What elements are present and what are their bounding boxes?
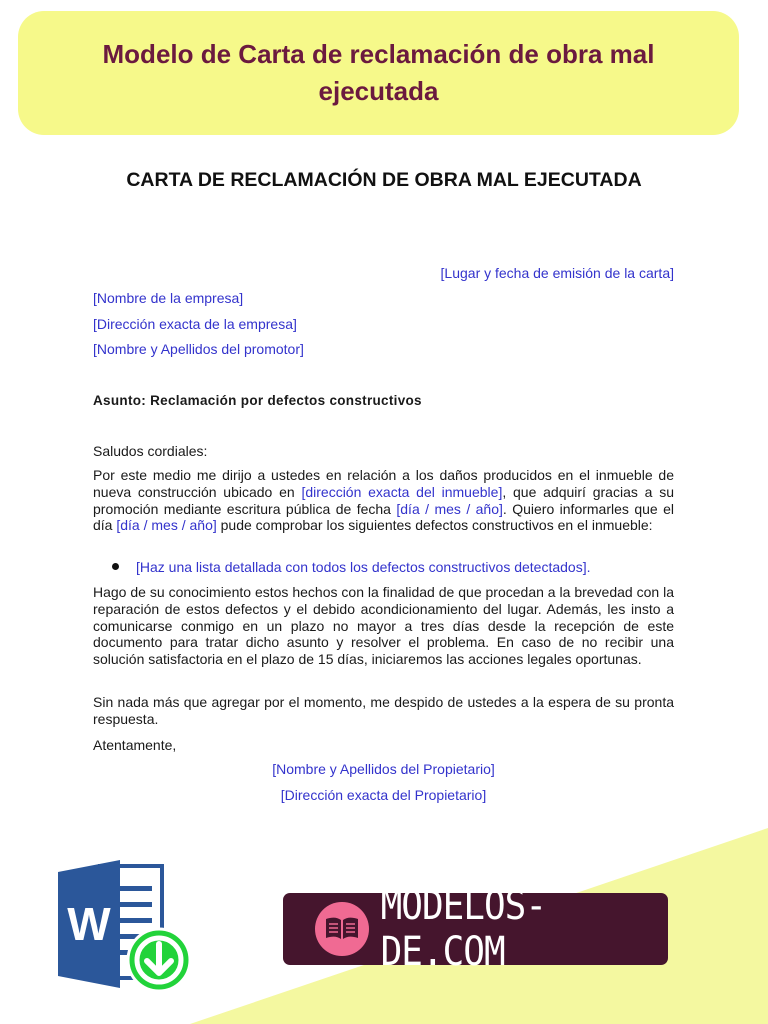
open-book-icon [315, 902, 369, 956]
signature-name-placeholder: [Nombre y Apellidos del Propietario] [272, 761, 495, 777]
recipient-company-name: [Nombre de la empresa] [93, 290, 244, 306]
subject-line: Asunto: Reclamación por defectos constructivos [93, 393, 422, 408]
defects-list-item [112, 559, 591, 576]
header-banner [18, 11, 739, 135]
property-address-placeholder: [dirección exacta del inmueble] [301, 483, 503, 500]
defect-date-placeholder: [día / mes / año] [116, 517, 217, 534]
brand-banner[interactable] [283, 883, 668, 975]
recipient-company-address: [Dirección exacta de la empresa] [93, 316, 297, 332]
word-download-icon[interactable] [56, 858, 196, 998]
recipient-promoter-name: [Nombre y Apellidos del promotor] [93, 341, 304, 357]
greeting: Saludos cordiales: [93, 443, 208, 459]
closing: Atentamente, [93, 737, 177, 753]
paragraph-farewell: Sin nada más que agregar por el momento, me despido de ustedes a la espera de su pronta respuesta. [93, 694, 674, 727]
paragraph-intro-text-2: , que adquirí gracias a su promoción mediante escritura pública de fecha [93, 483, 674, 517]
brand-name: MODELOS-DE.COM [380, 883, 546, 975]
paragraph-intro-text-4: pude comprobar los siguientes defectos constructivos en el inmueble: [216, 517, 653, 534]
defects-list-placeholder: [Haz una lista detallada con todos los defectos constructivos detectados]. [136, 559, 591, 575]
header-title: Modelo de Carta de reclamación de obra mal ejecutada [102, 39, 655, 106]
paragraph-request: Hago de su conocimiento estos hechos con la finalidad de que procedan a la brevedad con la reparación de estos defectos y el debido acondicionamiento del lugar. Además, les insto a comunicarse conmigo en un plazo no mayor a tres días desde la recepción de este documento para tratar dicho asunto y resolver el problema. En caso de no recibir una solución satisfactoria en el plazo de 15 días, iniciaremos las acciones legales oportunas. [93, 584, 674, 668]
paragraph-intro-text-1: Por este medio me dirijo a ustedes en relación a los daños producidos en el inmueble de nueva construcción ubicado en [93, 467, 674, 500]
paragraph-intro-text-3: . Quiero informarles que el día [93, 500, 675, 534]
place-date-placeholder: [Lugar y fecha de emisión de la carta] [440, 265, 674, 281]
document-title: CARTA DE RECLAMACIÓN DE OBRA MAL EJECUTADA [126, 169, 642, 191]
deed-date-placeholder: [día / mes / año] [396, 500, 503, 517]
paragraph-intro [93, 467, 674, 534]
signature-address-placeholder: [Dirección exacta del Propietario] [280, 787, 487, 803]
bullet-icon [112, 563, 119, 570]
svg-text:W: W [67, 898, 111, 950]
